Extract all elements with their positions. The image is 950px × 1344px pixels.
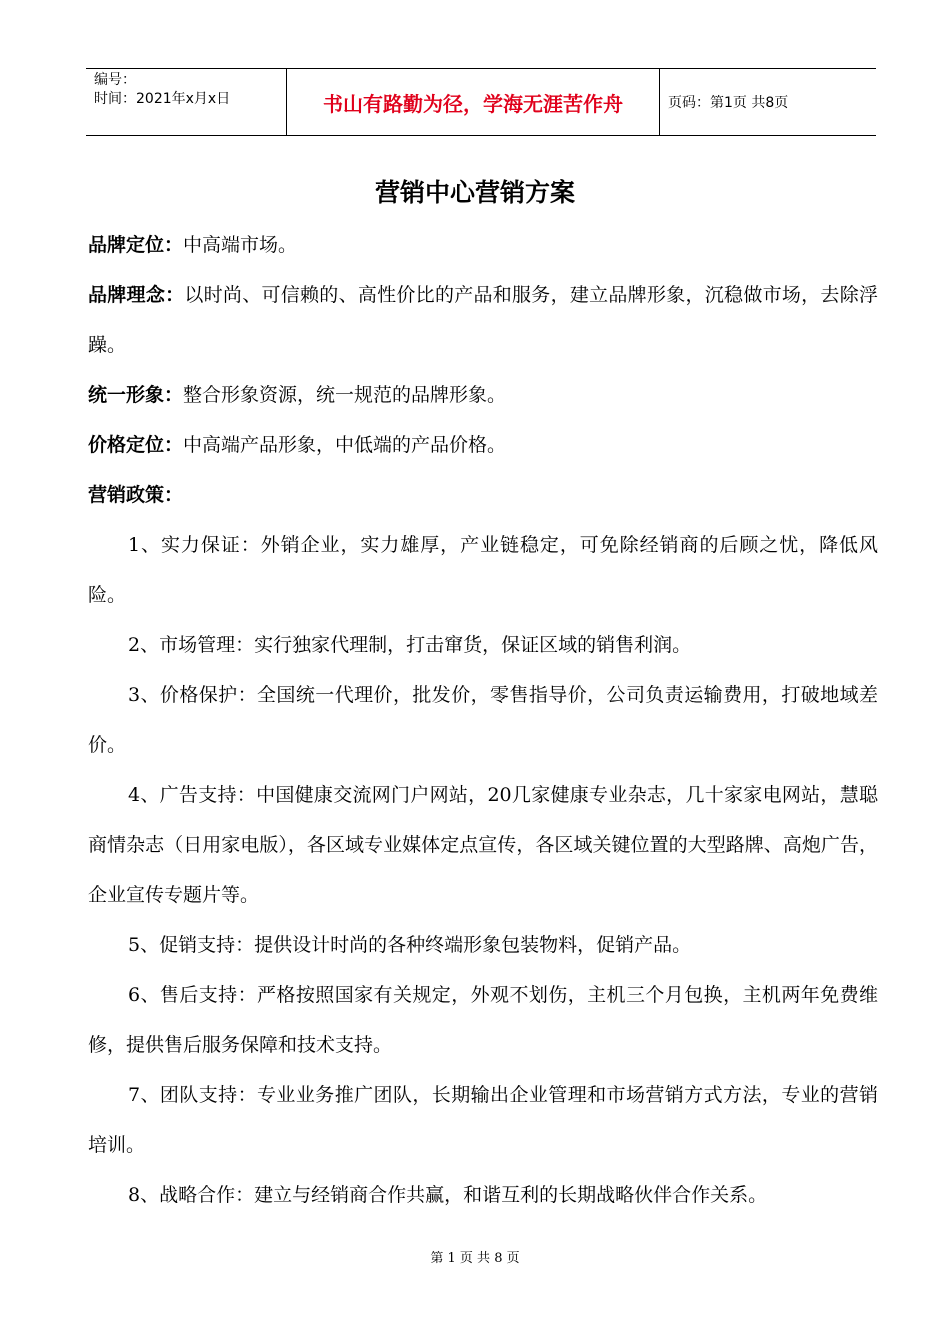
item-label: 统一形象：	[88, 384, 184, 406]
policy-item: 7、团队支持：专业业务推广团队，长期输出企业管理和市场营销方式方法，专业的营销培训。	[88, 1084, 878, 1156]
item-label: 营销政策：	[88, 484, 184, 506]
item-price-position	[88, 420, 878, 470]
item-label: 品牌理念：	[88, 284, 185, 306]
item-text: 整合形象资源，统一规范的品牌形象。	[183, 384, 507, 406]
policy-item: 2、市场管理：实行独家代理制，打击窜货，保证区域的销售利润。	[128, 634, 692, 656]
item-text: 中高端市场。	[183, 234, 298, 256]
policy-item: 1、实力保证：外销企业，实力雄厚，产业链稳定，可免除经销商的后顾之忧，降低风险。	[88, 534, 878, 606]
document-title: 营销中心营销方案	[374, 178, 575, 207]
page-header	[86, 68, 876, 136]
header-page-info: 页码：第1页 共8页	[668, 95, 789, 111]
header-meta	[86, 69, 287, 135]
item-text: 中高端产品形象，中低端的产品价格。	[183, 434, 507, 456]
policy-item: 4、广告支持：中国健康交流网门户网站，20几家健康专业杂志，几十家家电网站，慧聪商情杂志（日用家电版），各区域专业媒体定点宣传，各区域关键位置的大型路牌、高炮广告，企业宣传专题片等。	[88, 784, 878, 906]
item-brand-position	[88, 220, 878, 270]
policy-item: 5、促销支持：提供设计时尚的各种终端形象包装物料，促销产品。	[128, 934, 692, 956]
item-marketing-policy	[88, 470, 878, 520]
document-body	[88, 220, 878, 1220]
document-number: 编号：	[94, 72, 136, 88]
document-time: 时间：2021年x月x日	[94, 91, 231, 107]
item-text: 以时尚、可信赖的、高性价比的产品和服务，建立品牌形象，沉稳做市场，去除浮躁。	[88, 284, 878, 356]
header-motto: 书山有路勤为径，学海无涯苦作舟	[287, 69, 660, 135]
page-footer: 第 1 页 共 8 页	[430, 1251, 520, 1266]
item-label: 品牌定位：	[88, 234, 184, 256]
item-brand-concept	[88, 270, 878, 370]
policy-item: 3、价格保护：全国统一代理价，批发价，零售指导价，公司负责运输费用，打破地域差价。	[88, 684, 878, 756]
policy-item: 8、战略合作：建立与经销商合作共赢，和谐互利的长期战略伙伴合作关系。	[128, 1184, 768, 1206]
item-unified-image	[88, 370, 878, 420]
item-label: 价格定位：	[88, 434, 184, 456]
policy-item: 6、售后支持：严格按照国家有关规定，外观不划伤，主机三个月包换，主机两年免费维修，提供售后服务保障和技术支持。	[88, 984, 878, 1056]
